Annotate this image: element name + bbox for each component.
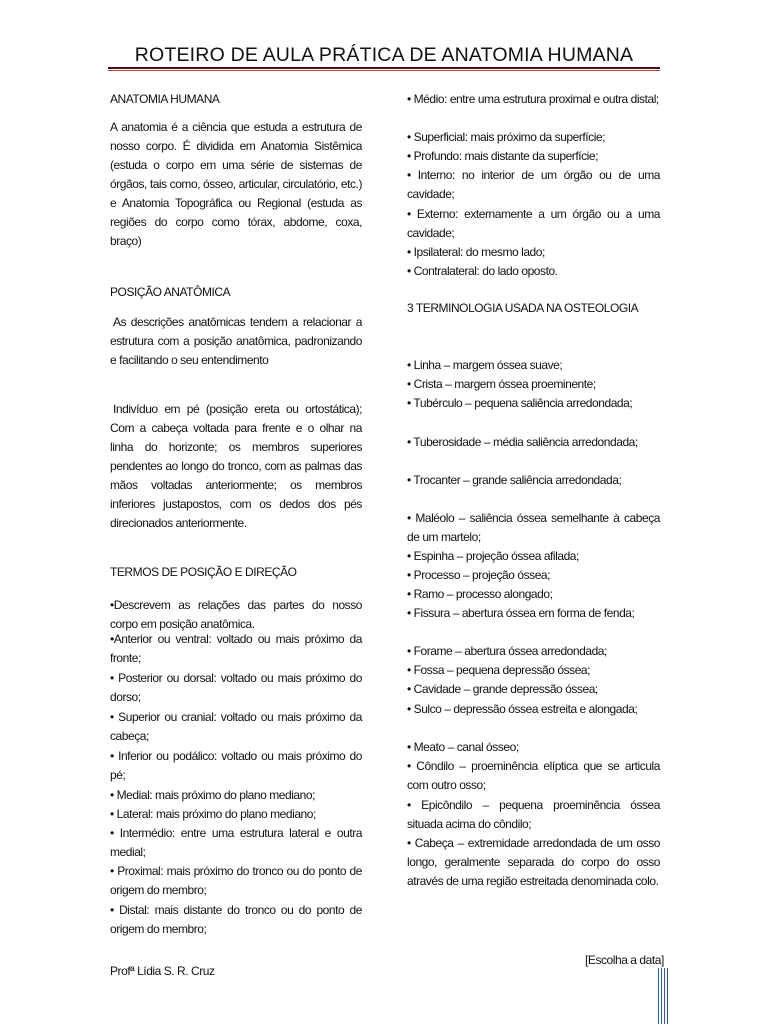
list-item: • Sulco – depressão óssea estreita e alongada; [407, 702, 638, 716]
paragraph-individuo: Indivíduo em pé (posição ereta ou ortostática); Com a cabeça voltada para frente e o olhar na linha do horizonte; os membros superiores pendentes ao longo do tronco, com as palmas das mãos voltadas anteriormente; os membros inferiores justapostos, com os dedos dos pés direcionados anteriormente. [110, 402, 362, 530]
footer-side-line [667, 968, 668, 1024]
list-item: • Forame – abertura óssea arredondada; [407, 644, 607, 658]
author-footer: Profª Lídia S. R. Cruz [110, 964, 215, 978]
title-rule-red [108, 70, 660, 71]
list-item: • Trocanter – grande saliência arredondada; [407, 473, 622, 487]
list-item: • Contralateral: do lado oposto. [407, 264, 558, 278]
date-picker-field[interactable]: [Escolha a data] [585, 953, 664, 967]
list-item: • Externo: externamente a um órgão ou a uma cavidade; [407, 207, 660, 240]
list-item: • Posterior ou dorsal: voltado ou mais próximo do dorso; [110, 671, 362, 704]
list-item: • Tubérculo – pequena saliência arredondada; [407, 396, 633, 410]
paragraph-anatomia: A anatomia é a ciência que estuda a estrutura de nosso corpo. É dividida em Anatomia Sistêmica (estuda o corpo em uma série de sistemas de órgãos, tais como, ósseo, articular, circulatório, etc.) e Anatomia Topográfica ou Regional (estuda as regiões do corpo como tórax, abdome, coxa, braço) [110, 120, 362, 248]
list-item: • Distal: mais distante do tronco ou do ponto de origem do membro; [110, 903, 362, 936]
list-item: •Anterior ou ventral: voltado ou mais próximo da fronte; [110, 632, 362, 665]
footer-side-line [664, 968, 665, 1024]
section-heading-anatomia: ANATOMIA HUMANA [110, 92, 220, 106]
page-title: ROTEIRO DE AULA PRÁTICA DE ANATOMIA HUMANA [134, 44, 634, 66]
list-item: • Intermédio: entre uma estrutura lateral e outra medial; [110, 826, 362, 859]
list-item: • Linha – margem óssea suave; [407, 358, 563, 372]
list-item: • Maléolo – saliência óssea semelhante à cabeça de um martelo; [407, 511, 660, 544]
title-rule-dark [108, 67, 660, 69]
list-item: • Superficial: mais próximo da superfície; [407, 130, 606, 144]
list-item: • Fissura – abertura óssea em forma de fenda; [407, 606, 635, 620]
footer-side-line [658, 968, 659, 1024]
section-heading-termos: TERMOS DE POSIÇÃO E DIREÇÃO [110, 565, 297, 579]
footer-side-line [661, 968, 662, 1024]
list-item: • Meato – canal ósseo; [407, 740, 519, 754]
section-heading-osteologia: 3 TERMINOLOGIA USADA NA OSTEOLOGIA [407, 301, 639, 315]
list-item: • Espinha – projeção óssea afilada; [407, 549, 579, 563]
paragraph-posicao: As descrições anatômicas tendem a relacionar a estrutura com a posição anatômica, padronizando e facilitando o seu entendimento [110, 315, 362, 367]
list-item: • Tuberosidade – média saliência arredondada; [407, 435, 638, 449]
list-item: • Superior ou cranial: voltado ou mais próximo da cabeça; [110, 710, 362, 743]
list-item: • Cabeça – extremidade arredondada de um osso longo, geralmente separada do corpo do osso através de uma região estreitada denominada colo. [407, 836, 660, 888]
list-item: • Interno: no interior de um órgão ou de uma cavidade; [407, 168, 660, 201]
list-item: • Epicôndilo – pequena proeminência óssea situada acima do côndilo; [407, 798, 660, 831]
list-item: • Ramo – processo alongado; [407, 587, 553, 601]
list-item: • Crista – margem óssea proeminente; [407, 377, 596, 391]
list-item: • Profundo: mais distante da superfície; [407, 149, 598, 163]
section-heading-posicao: POSIÇÃO ANATÔMICA [110, 285, 231, 299]
list-item: • Cavidade – grande depressão óssea; [407, 682, 598, 696]
list-item: • Côndilo – proeminência elíptica que se articula com outro osso; [407, 759, 660, 792]
list-item: • Fossa – pequena depressão óssea; [407, 663, 591, 677]
list-item: • Lateral: mais próximo do plano mediano; [110, 807, 316, 821]
list-item: •Descrevem as relações das partes do nosso corpo em posição anatômica. [110, 598, 362, 631]
list-item: • Proximal: mais próximo do tronco ou do ponto de origem do membro; [110, 864, 362, 897]
list-item: • Inferior ou podálico: voltado ou mais próximo do pé; [110, 749, 362, 782]
list-item: • Ipsilateral: do mesmo lado; [407, 245, 545, 259]
list-item: • Processo – projeção óssea; [407, 568, 551, 582]
list-item: • Médio: entre uma estrutura proximal e outra distal; [407, 92, 659, 106]
list-item: • Medial: mais próximo do plano mediano; [110, 788, 315, 802]
